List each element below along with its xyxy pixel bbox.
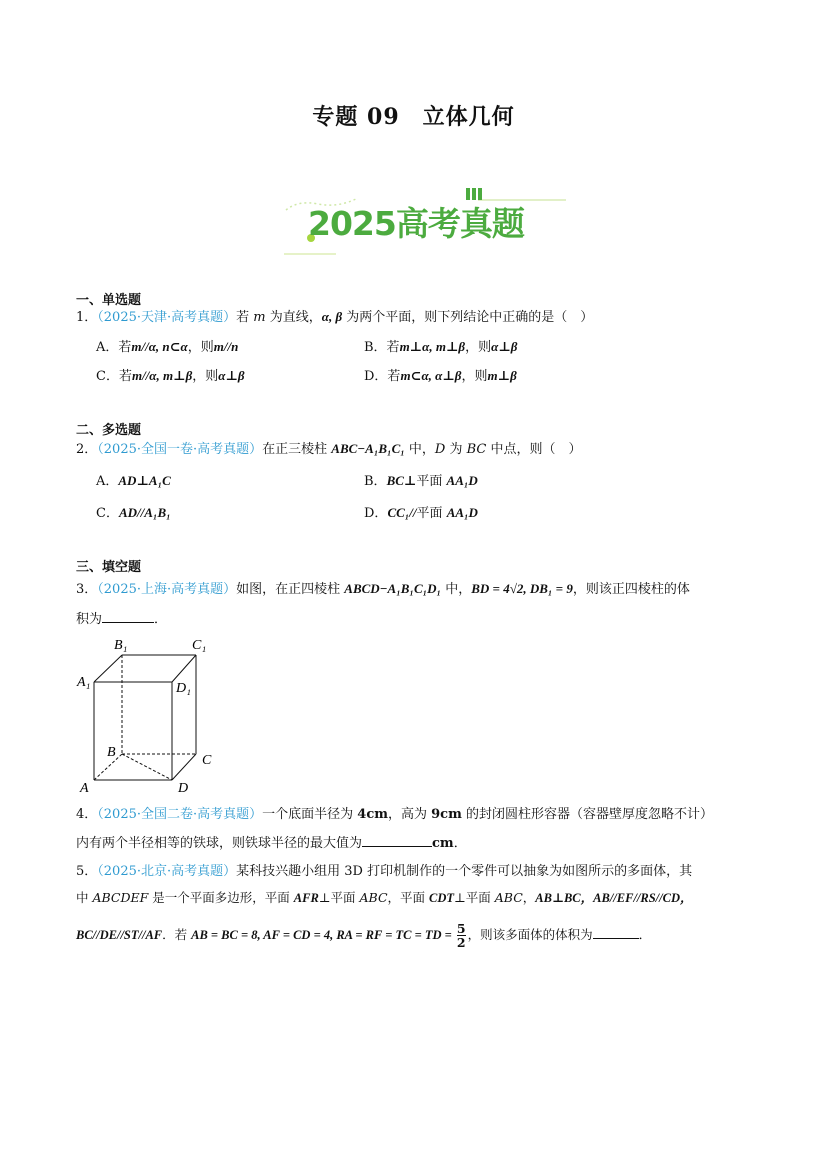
label-c: C — [202, 753, 212, 768]
option-text: 平面 — [416, 506, 447, 521]
section-single-choice: 一、单选题 — [76, 293, 142, 308]
question-source: （2025·北京·高考真题） — [97, 864, 237, 879]
math: AD//A₁B₁ — [118, 505, 171, 520]
stem-text: ．若 — [162, 927, 192, 942]
question-number: 2． — [76, 442, 98, 457]
label-a1: A₁ — [77, 675, 91, 690]
stem-text: ， — [522, 890, 536, 905]
option-text: ，则 — [192, 369, 219, 384]
question-source: （2025·上海·高考真题） — [97, 582, 237, 597]
question-number: 1． — [76, 310, 98, 325]
math: AA₁D — [446, 473, 478, 488]
math: BC//DE//ST//AF — [76, 928, 163, 942]
option-label: D．若 — [364, 369, 401, 384]
option-2a[interactable] — [96, 470, 171, 489]
option-2c[interactable] — [96, 502, 171, 521]
stem-text: 是一个平面多边形，平面 — [148, 890, 294, 905]
option-label: B．若 — [364, 340, 400, 355]
question-4-stem — [76, 803, 713, 822]
label-d: D — [178, 781, 189, 796]
question-source: （2025·全国二卷·高考真题） — [97, 807, 263, 822]
option-label: C．若 — [96, 369, 132, 384]
stem-text: 中点，则（ ） — [486, 442, 582, 457]
math: 9cm — [431, 807, 462, 822]
stem-text: 为 — [445, 442, 467, 457]
option-label: D． — [364, 506, 388, 521]
stem-text: 一个底面半径为 — [262, 807, 358, 822]
label-c1: C₁ — [192, 638, 207, 653]
option-text: ，则 — [465, 340, 492, 355]
math: m//α, n⊂α — [131, 339, 188, 354]
math: m⊂α, α⊥β — [400, 368, 462, 383]
question-4-line2 — [76, 832, 467, 851]
math: m — [253, 310, 266, 325]
option-text: ，则 — [187, 340, 214, 355]
math: BC — [466, 442, 487, 457]
math: BC⊥ — [386, 473, 417, 488]
math: ABCDEF — [92, 890, 149, 905]
option-label: C． — [96, 506, 119, 521]
page-title: 专题 09 立体几何 — [312, 104, 515, 130]
question-number: 3． — [76, 582, 98, 597]
math: BD = 4√2, DB₁ = 9 — [471, 581, 573, 596]
question-source: （2025·全国一卷·高考真题） — [97, 442, 263, 457]
option-2d[interactable] — [364, 502, 478, 521]
stem-text: ． — [154, 612, 168, 627]
option-1a[interactable] — [96, 336, 238, 355]
math: D — [434, 442, 446, 457]
stem-text: 中， — [404, 442, 435, 457]
math: AB⊥BC，AB//EF//RS//CD， — [535, 891, 693, 905]
question-3-stem — [76, 578, 690, 597]
option-text: ，则 — [461, 369, 488, 384]
question-number: 4． — [76, 807, 98, 822]
math: AA₁D — [446, 505, 478, 520]
stem-text: ⊥平面 — [318, 890, 360, 905]
fraction-numerator: 5 — [456, 921, 466, 936]
stem-text: 如图，在正四棱柱 — [236, 582, 345, 597]
math: α, β — [321, 309, 343, 324]
answer-blank[interactable] — [102, 610, 154, 623]
stem-text: ． — [453, 836, 467, 851]
label-b1: B₁ — [114, 638, 128, 653]
math: AFR — [293, 891, 319, 905]
math: m⊥β — [487, 368, 517, 383]
option-1c[interactable] — [96, 365, 245, 384]
question-3-line2 — [76, 608, 167, 627]
prism-figure — [76, 632, 226, 797]
option-label: A．若 — [96, 340, 132, 355]
math: m//α, m⊥β — [131, 368, 193, 383]
fraction-denominator: 2 — [456, 935, 466, 950]
math: CDT — [429, 891, 455, 905]
stem-text: ，高为 — [388, 807, 432, 822]
math: α⊥β — [218, 368, 245, 383]
stem-text: 内有两个半径相等的铁球，则铁球半径的最大值为 — [76, 836, 363, 851]
math: CC₁// — [387, 505, 417, 520]
answer-blank[interactable] — [362, 834, 432, 847]
math: m//n — [213, 339, 239, 354]
option-label: A． — [96, 474, 119, 489]
banner — [278, 180, 578, 260]
stem-text: 积为 — [76, 612, 103, 627]
question-source: （2025·天津·高考真题） — [97, 310, 237, 325]
stem-text: 中， — [441, 582, 472, 597]
label-b: B — [107, 745, 116, 760]
math: 4cm — [357, 807, 388, 822]
question-5-stem — [76, 860, 692, 879]
stem-text: ⊥平面 — [454, 890, 495, 905]
banner-title: 2025高考真题 — [308, 204, 524, 243]
math: α⊥β — [491, 339, 518, 354]
stem-text: ． — [638, 927, 652, 942]
stem-text: 若 — [236, 310, 254, 325]
math: ABC−A₁B₁C₁ — [331, 441, 405, 456]
question-1-stem — [76, 306, 593, 325]
label-d1: D₁ — [176, 681, 191, 696]
option-1d[interactable] — [364, 365, 517, 384]
stem-text: 为两个平面，则下列结论中正确的是（ ） — [342, 310, 594, 325]
stem-text: ，则该多面体的体积为 — [467, 927, 593, 942]
stem-text: 为直线， — [265, 310, 322, 325]
question-5-line2 — [76, 888, 693, 906]
question-5-line3 — [76, 922, 651, 949]
math: ABCD−A₁B₁C₁D₁ — [344, 581, 442, 596]
fraction — [457, 922, 466, 949]
math: m⊥α, m⊥β — [399, 339, 466, 354]
stem-text: 中 — [76, 890, 93, 905]
answer-blank[interactable] — [593, 926, 639, 939]
option-label: B． — [364, 474, 387, 489]
math: AD⊥A₁C — [118, 473, 171, 488]
option-2b[interactable] — [364, 470, 478, 489]
option-1b[interactable] — [364, 336, 517, 355]
label-a: A — [80, 781, 89, 796]
unit: cm — [432, 836, 454, 851]
stem-text: 的封闭圆柱形容器（容器壁厚度忽略不计） — [461, 807, 713, 822]
section-multi-choice: 二、多选题 — [76, 423, 142, 438]
math: AB = BC = 8, AF = CD = 4, RA = RF = TC = TD = — [191, 928, 455, 942]
section-fill-in: 三、填空题 — [76, 560, 142, 575]
stem-text: 某科技兴趣小组用 3D 打印机制作的一个零件可以抽象为如图所示的多面体，其 — [236, 864, 693, 879]
option-text: 平面 — [416, 474, 447, 489]
stem-text: ，平面 — [387, 890, 430, 905]
math: ABC — [359, 890, 388, 905]
math: ABC — [494, 890, 523, 905]
stem-text: ，则该正四棱柱的体 — [572, 582, 690, 597]
stem-text: 在正三棱柱 — [262, 442, 332, 457]
question-number: 5． — [76, 864, 98, 879]
question-2-stem — [76, 438, 582, 457]
